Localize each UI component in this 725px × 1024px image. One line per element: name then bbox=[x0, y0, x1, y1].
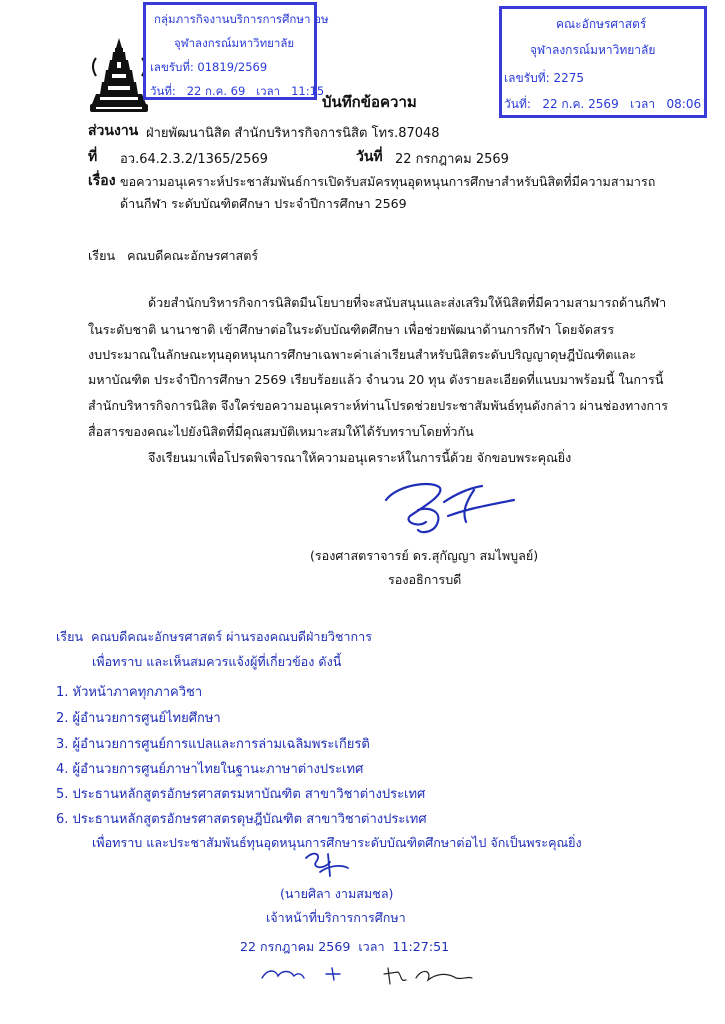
body-line: ด้วยสำนักบริหารกิจการนิสิตมีนโยบายที่จะสนับสนุนและส่งเสริมให้นิสิตที่มีความสามารถด้านกีฬา bbox=[148, 295, 667, 310]
officer-signature bbox=[300, 848, 352, 878]
stamp-faculty: คณะอักษรศาสตร์ bbox=[556, 17, 647, 31]
dept-value: ฝ่ายพัฒนานิสิต สำนักบริหารกิจการนิสิต โทร.87048 bbox=[146, 126, 440, 141]
ref-label: ที่ bbox=[88, 149, 98, 165]
salutation: เรียน คณบดีคณะอักษรศาสตร์ bbox=[88, 248, 259, 263]
recipient-list-item: 4. ผู้อำนวยการศูนย์ภาษาไทยในฐานะภาษาต่างประเทศ bbox=[56, 762, 364, 777]
vice-president-signature bbox=[378, 476, 518, 538]
stamp-receipt-number: เลขรับที่: 2275 bbox=[504, 71, 585, 85]
body-line: ในระดับชาติ นานาชาติ เข้าศึกษาต่อในระดับบัณฑิตศึกษา เพื่อช่วยพัฒนาด้านการกีฬา โดยจัดสรร bbox=[88, 322, 615, 337]
signer-position: รองอธิการบดี bbox=[388, 572, 462, 587]
endorsement-intro: เพื่อทราบ และเห็นสมควรแจ้งผู้ที่เกี่ยวข้อง ดังนี้ bbox=[92, 654, 342, 669]
officer-name: (นายศิลา งามสมชล) bbox=[280, 886, 394, 901]
bottom-initials-signatures bbox=[256, 962, 476, 988]
receipt-stamp-right bbox=[499, 6, 707, 118]
body-line: มหาบัณฑิต ประจำปีการศึกษา 2569 เรียบร้อยแล้ว จำนวน 20 ทุน ดังรายละเอียดที่แนบมาพร้อมนี้ ในการนี้ bbox=[88, 372, 664, 387]
recipient-list-item: 1. หัวหน้าภาคทุกภาควิชา bbox=[56, 685, 203, 700]
memo-title: บันทึกข้อความ bbox=[322, 93, 417, 111]
body-line: สำนักบริหารกิจการนิสิต จึงใคร่ขอความอนุเคราะห์ท่านโปรดช่วยประชาสัมพันธ์ทุนดังกล่าว ผ่านช่องทางการ bbox=[88, 398, 668, 413]
stamp-date-time: วันที่: 22 ก.ค. 2569 เวลา 08:06 bbox=[504, 97, 702, 111]
ref-number: อว.64.2.3.2/1365/2569 bbox=[120, 152, 268, 167]
endorsement-to: เรียน คณบดีคณะอักษรศาสตร์ ผ่านรองคณบดีฝ่ายวิชาการ bbox=[56, 629, 372, 644]
endorsement-timestamp: 22 กรกฎาคม 2569 เวลา 11:27:51 bbox=[240, 939, 450, 954]
date-label: วันที่ bbox=[356, 149, 383, 165]
subject-line-2: ด้านกีฬา ระดับบัณฑิตศึกษา ประจำปีการศึกษา 2569 bbox=[120, 196, 407, 211]
stamp-university: จุฬาลงกรณ์มหาวิทยาลัย bbox=[174, 36, 295, 50]
recipient-list-item: 2. ผู้อำนวยการศูนย์ไทยศึกษา bbox=[56, 711, 221, 726]
date-value: 22 กรกฎาคม 2569 bbox=[395, 152, 509, 167]
stamp-org: กลุ่มภารกิจงานบริการการศึกษา อษ bbox=[154, 12, 329, 26]
officer-position: เจ้าหน้าที่บริการการศึกษา bbox=[266, 910, 406, 925]
university-emblem-icon bbox=[88, 36, 150, 114]
endorsement-purpose: เพื่อทราบ และประชาสัมพันธ์ทุนอุดหนุนการศึกษาระดับบัณฑิตศึกษาต่อไป จักเป็นพระคุณยิ่ง bbox=[92, 835, 582, 850]
recipient-list-item: 5. ประธานหลักสูตรอักษรศาสตรมหาบัณฑิต สาขาวิชาต่างประเทศ bbox=[56, 787, 426, 802]
subject-label: เรื่อง bbox=[88, 173, 116, 189]
body-line: สื่อสารของคณะไปยังนิสิตที่มีคุณสมบัติเหมาะสมให้ได้รับทราบโดยทั่วกัน bbox=[88, 424, 474, 439]
dept-label: ส่วนงาน bbox=[88, 123, 139, 139]
stamp-date-time: วันที่: 22 ก.ค. 69 เวลา 11:15 bbox=[150, 84, 325, 98]
subject-line-1: ขอความอนุเคราะห์ประชาสัมพันธ์การเปิดรับสมัครทุนอุดหนุนการศึกษาสำหรับนิสิตที่มีความสามารถ bbox=[120, 174, 656, 189]
stamp-receipt-number: เลขรับที่: 01819/2569 bbox=[150, 60, 268, 74]
signer-name: (รองศาสตราจารย์ ดร.สุกัญญา สมไพบูลย์) bbox=[310, 548, 539, 563]
receipt-stamp-left bbox=[143, 2, 329, 100]
recipient-list-item: 3. ผู้อำนวยการศูนย์การแปลและการล่ามเฉลิมพระเกียรติ bbox=[56, 737, 370, 752]
recipient-list-item: 6. ประธานหลักสูตรอักษรศาสตรดุษฎีบัณฑิต สาขาวิชาต่างประเทศ bbox=[56, 812, 427, 827]
closing-line: จึงเรียนมาเพื่อโปรดพิจารณาให้ความอนุเคราะห์ในการนี้ด้วย จักขอบพระคุณยิ่ง bbox=[148, 450, 572, 465]
stamp-university: จุฬาลงกรณ์มหาวิทยาลัย bbox=[530, 43, 656, 57]
body-line: งบประมาณในลักษณะทุนอุดหนุนการศึกษาเฉพาะค่าเล่าเรียนสำหรับนิสิตระดับปริญญาดุษฎีบัณฑิตและ bbox=[88, 347, 636, 362]
